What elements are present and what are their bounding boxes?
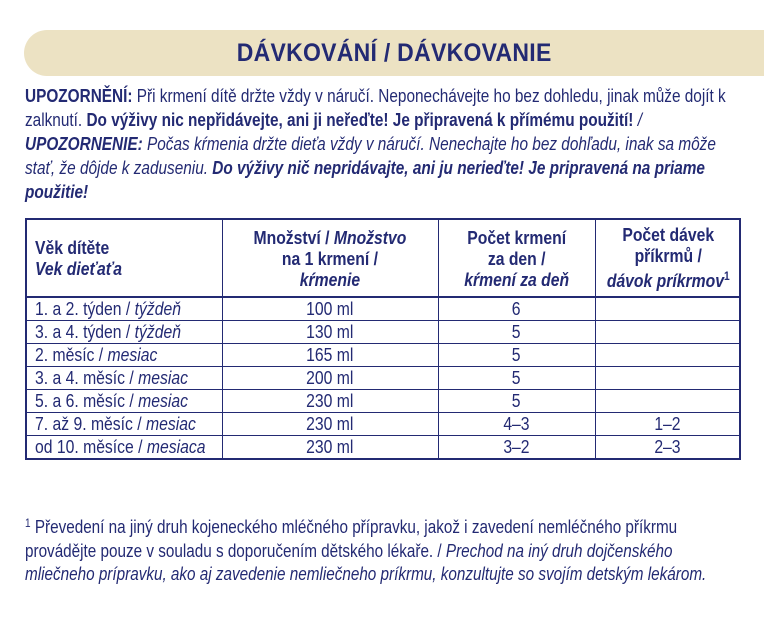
cell-amount: 230 ml bbox=[222, 390, 438, 413]
cell-age: 1. a 2. týden / týždeň bbox=[26, 297, 222, 321]
cell-amount: 130 ml bbox=[222, 321, 438, 344]
cell-feedings: 5 bbox=[438, 367, 595, 390]
table-row bbox=[26, 413, 740, 436]
dosage-table bbox=[25, 218, 741, 460]
cell-amount: 100 ml bbox=[222, 297, 438, 321]
cell-amount: 230 ml bbox=[222, 413, 438, 436]
warning-text-cz: Při krmení dítě držte vždy v náručí. Neponechávejte ho bez dohledu, jinak může dojít k zalknutí. bbox=[25, 85, 726, 130]
table-row bbox=[26, 321, 740, 344]
table-row bbox=[26, 436, 740, 460]
table-header-row bbox=[26, 219, 740, 297]
footnote-cz: Převedení na jiný druh kojeneckého mléčného přípravku, jakož i zavedení nemléčného příkrmu provádějte pouze v souladu s doporučením dětského lékaře. / bbox=[25, 516, 678, 561]
warning-separator: / bbox=[633, 109, 642, 130]
cell-doses bbox=[595, 321, 740, 344]
cell-feedings: 5 bbox=[438, 321, 595, 344]
cell-feedings: 5 bbox=[438, 344, 595, 367]
cell-doses bbox=[595, 367, 740, 390]
table-row bbox=[26, 390, 740, 413]
header-amount: Množství / Množstvo na 1 krmení / kŕmenie bbox=[222, 219, 438, 297]
table-row bbox=[26, 344, 740, 367]
warning-label-cz: UPOZORNĚNÍ: bbox=[25, 85, 133, 106]
warning-text-sk: Počas kŕmenia držte dieťa vždy v náručí. Nenechajte ho bez dohľadu, inak sa môže stať, že dôjde k zaduseniu. bbox=[25, 133, 716, 178]
table-row bbox=[26, 297, 740, 321]
cell-doses: 2–3 bbox=[595, 436, 740, 460]
cell-amount: 200 ml bbox=[222, 367, 438, 390]
footnote-marker: 1 bbox=[25, 516, 31, 530]
cell-feedings: 4–3 bbox=[438, 413, 595, 436]
cell-feedings: 3–2 bbox=[438, 436, 595, 460]
cell-feedings: 5 bbox=[438, 390, 595, 413]
footnote-sk: Prechod na iný druh dojčenského mliečneho prípravku, ako aj zavedenie nemliečneho príkrmu, konzultujte so svojím detským lekárom. bbox=[25, 539, 707, 584]
cell-doses bbox=[595, 390, 740, 413]
header-doses: Počet dávek příkrmů / dávok príkrmov$^1$ bbox=[595, 219, 740, 297]
cell-age: 7. až 9. měsíc / mesiac bbox=[26, 413, 222, 436]
cell-age: od 10. měsíce / mesiaca bbox=[26, 436, 222, 460]
cell-doses: 1–2 bbox=[595, 413, 740, 436]
table-row bbox=[26, 367, 740, 390]
title-band bbox=[24, 30, 764, 76]
cell-age: 5. a 6. měsíc / mesiac bbox=[26, 390, 222, 413]
cell-amount: 230 ml bbox=[222, 436, 438, 460]
cell-age: 2. měsíc / mesiac bbox=[26, 344, 222, 367]
cell-amount: 165 ml bbox=[222, 344, 438, 367]
warning-bold-sk: Do výživy nič nepridávajte, ani ju nerieďte! Je pripravená na priame použitie! bbox=[25, 157, 705, 202]
page-title: DÁVKOVÁNÍ / DÁVKOVANIE bbox=[236, 38, 552, 67]
cell-doses bbox=[595, 297, 740, 321]
cell-age: 3. a 4. týden / týždeň bbox=[26, 321, 222, 344]
cell-doses bbox=[595, 344, 740, 367]
header-feedings: Počet krmení za den / kŕmení za deň bbox=[438, 219, 595, 297]
cell-feedings: 6 bbox=[438, 297, 595, 321]
warning-label-sk: UPOZORNENIE: bbox=[25, 133, 143, 154]
cell-age: 3. a 4. měsíc / mesiac bbox=[26, 367, 222, 390]
warning-paragraph bbox=[25, 84, 747, 204]
header-age: Věk dítěte Vek dieťaťa bbox=[26, 219, 222, 297]
footnote bbox=[25, 512, 743, 586]
warning-bold-cz: Do výživy nic nepřidávejte, ani ji neřeďte! Je připravená k přímému použití! bbox=[86, 109, 634, 130]
